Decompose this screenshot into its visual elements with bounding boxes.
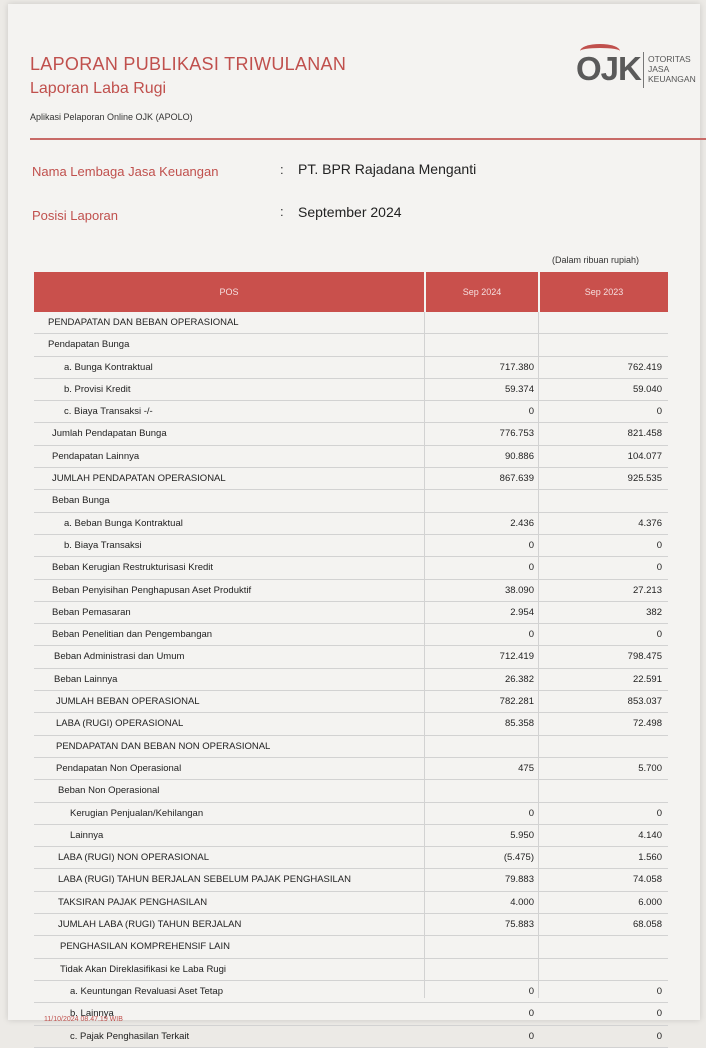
row-label: Beban Non Operasional: [58, 785, 160, 797]
table-row: [34, 914, 668, 936]
value-sep-2023: 5.700: [638, 762, 662, 774]
row-label: Beban Penelitian dan Pengembangan: [52, 629, 213, 641]
value-sep-2024: 0: [528, 562, 534, 574]
row-label: JUMLAH BEBAN OPERASIONAL: [56, 696, 200, 708]
table-row: [34, 691, 668, 713]
value-sep-2023: 0: [656, 562, 662, 574]
row-label: PENDAPATAN DAN BEBAN OPERASIONAL: [48, 317, 239, 328]
value-sep-2023: 68.058: [632, 919, 662, 931]
row-label: Tidak Akan Direklasifikasi ke Laba Rugi: [60, 963, 226, 975]
period-value: September 2024: [298, 204, 402, 220]
table-row: [34, 490, 668, 512]
table-row: [34, 602, 668, 624]
value-sep-2023: 798.475: [627, 651, 662, 663]
institution-colon: :: [280, 162, 284, 177]
value-sep-2024: 0: [528, 1008, 534, 1020]
value-sep-2023: 925.535: [627, 473, 662, 485]
row-label: TAKSIRAN PAJAK PENGHASILAN: [58, 896, 208, 908]
value-sep-2024: 5.950: [510, 829, 534, 841]
table-row: [34, 580, 668, 602]
table-row: [34, 557, 668, 579]
row-label: a. Beban Bunga Kontraktual: [64, 517, 183, 529]
value-sep-2024: (5.475): [503, 852, 534, 864]
table-row: [34, 825, 668, 847]
value-sep-2024: 0: [528, 539, 534, 551]
value-sep-2023: 0: [656, 1008, 662, 1020]
row-label: b. Provisi Kredit: [64, 383, 131, 395]
row-label: JUMLAH PENDAPATAN OPERASIONAL: [52, 473, 226, 485]
row-label: PENGHASILAN KOMPREHENSIF LAIN: [60, 941, 230, 953]
period-label: Posisi Laporan: [32, 208, 118, 223]
value-sep-2023: 0: [656, 629, 662, 641]
value-sep-2024: 38.090: [504, 584, 534, 596]
value-sep-2024: 85.358: [504, 718, 534, 730]
row-label: Beban Penyisihan Penghapusan Aset Produktif: [52, 584, 252, 596]
table-header: [34, 272, 668, 312]
row-label: a. Bunga Kontraktual: [64, 361, 153, 373]
table-row: [34, 936, 668, 958]
value-sep-2023: 0: [656, 985, 662, 997]
value-sep-2023: 4.140: [638, 829, 662, 841]
value-sep-2024: 2.954: [510, 606, 534, 618]
column-header-sep-2024: Sep 2024: [462, 287, 502, 297]
value-sep-2024: 0: [528, 807, 534, 819]
income-statement-table: [34, 312, 668, 1048]
row-label: a. Keuntungan Revaluasi Aset Tetap: [70, 985, 223, 997]
value-sep-2024: 0: [528, 1030, 534, 1042]
row-label: Pendapatan Bunga: [48, 339, 130, 351]
table-row: [34, 981, 668, 1003]
table-row: [34, 847, 668, 869]
report-subtitle: Laporan Laba Rugi: [30, 80, 167, 97]
value-sep-2023: 821.458: [627, 428, 662, 440]
row-label: PENDAPATAN DAN BEBAN NON OPERASIONAL: [56, 740, 271, 752]
row-label: JUMLAH LABA (RUGI) TAHUN BERJALAN: [58, 919, 242, 931]
value-sep-2023: 4.376: [638, 517, 662, 529]
ojk-logo: [574, 42, 706, 96]
table-row: [34, 959, 668, 981]
value-sep-2023: 104.077: [627, 450, 662, 462]
institution-value: PT. BPR Rajadana Menganti: [298, 161, 477, 177]
header-divider: [30, 138, 706, 140]
table-row: [34, 803, 668, 825]
logo-line-1: OTORITAS: [648, 54, 691, 64]
value-sep-2024: 26.382: [504, 673, 534, 685]
value-sep-2024: 712.419: [499, 651, 534, 663]
table-row: [34, 312, 668, 334]
report-page: [8, 4, 700, 1042]
value-sep-2024: 2.436: [510, 517, 534, 529]
value-sep-2023: 1.560: [638, 852, 662, 864]
table-row: [34, 357, 668, 379]
value-sep-2023: 72.498: [632, 718, 662, 730]
table-row: [34, 379, 668, 401]
period-colon: :: [280, 204, 284, 219]
table-row: [34, 334, 668, 356]
row-label: Pendapatan Lainnya: [52, 450, 140, 462]
value-sep-2024: 0: [528, 406, 534, 418]
value-sep-2024: 782.281: [499, 696, 534, 708]
table-row: [34, 423, 668, 445]
row-label: Beban Administrasi dan Umum: [54, 651, 185, 663]
table-row: [34, 535, 668, 557]
print-timestamp: 11/10/2024 08.47.19 WIB: [44, 1016, 123, 1023]
table-row: [34, 669, 668, 691]
value-sep-2023: 27.213: [632, 584, 662, 596]
value-sep-2023: 853.037: [627, 696, 662, 708]
value-sep-2024: 90.886: [504, 450, 534, 462]
value-sep-2023: 74.058: [632, 874, 662, 886]
table-row: [34, 624, 668, 646]
value-sep-2024: 475: [518, 762, 534, 774]
table-row: [34, 446, 668, 468]
row-label: Beban Lainnya: [54, 673, 118, 685]
table-row: [34, 1026, 668, 1048]
row-label: Beban Pemasaran: [52, 606, 131, 618]
table-row: [34, 401, 668, 423]
row-label: c. Biaya Transaksi -/-: [64, 406, 153, 418]
logo-divider: [643, 52, 644, 88]
logo-mark: OJK: [576, 50, 641, 87]
value-sep-2023: 0: [656, 807, 662, 819]
row-label: LABA (RUGI) TAHUN BERJALAN SEBELUM PAJAK PENGHASILAN: [58, 874, 351, 886]
value-sep-2024: 59.374: [504, 383, 534, 395]
row-label: Kerugian Penjualan/Kehilangan: [70, 807, 204, 819]
value-sep-2023: 59.040: [632, 383, 662, 395]
row-label: b. Biaya Transaksi: [64, 539, 142, 551]
institution-label: Nama Lembaga Jasa Keuangan: [32, 164, 219, 179]
table-row: [34, 869, 668, 891]
table-row: [34, 646, 668, 668]
table-row: [34, 780, 668, 802]
value-sep-2023: 6.000: [638, 896, 662, 908]
value-sep-2024: 4.000: [510, 896, 534, 908]
value-sep-2024: 867.639: [499, 473, 534, 485]
logo-line-3: KEUANGAN: [648, 74, 696, 84]
logo-line-2: JASA: [648, 64, 670, 74]
row-label: LABA (RUGI) NON OPERASIONAL: [58, 852, 209, 864]
row-label: b. Lainnya: [70, 1008, 114, 1020]
table-row: [34, 713, 668, 735]
row-label: c. Pajak Penghasilan Terkait: [70, 1030, 190, 1042]
unit-note: (Dalam ribuan rupiah): [552, 255, 640, 265]
value-sep-2023: 0: [656, 539, 662, 551]
table-row: [34, 758, 668, 780]
table-row: [34, 513, 668, 535]
row-label: LABA (RUGI) OPERASIONAL: [56, 718, 184, 730]
value-sep-2024: 776.753: [499, 428, 534, 440]
logo-words: [648, 54, 696, 84]
value-sep-2023: 22.591: [632, 673, 662, 685]
value-sep-2024: 75.883: [504, 919, 534, 931]
app-name: Aplikasi Pelaporan Online OJK (APOLO): [30, 112, 193, 122]
row-label: Jumlah Pendapatan Bunga: [52, 428, 167, 440]
table-row: [34, 736, 668, 758]
value-sep-2024: 79.883: [504, 874, 534, 886]
row-label: Beban Kerugian Restrukturisasi Kredit: [52, 562, 214, 574]
table-row: [34, 468, 668, 490]
column-header-pos: POS: [219, 287, 239, 297]
table-row: [34, 1003, 668, 1025]
column-header-sep-2023: Sep 2023: [584, 287, 624, 297]
value-sep-2024: 0: [528, 985, 534, 997]
value-sep-2023: 0: [656, 1030, 662, 1042]
value-sep-2023: 382: [646, 606, 662, 618]
row-label: Pendapatan Non Operasional: [56, 762, 182, 774]
row-label: Lainnya: [70, 829, 104, 841]
row-label: Beban Bunga: [52, 495, 110, 507]
value-sep-2023: 0: [656, 406, 662, 418]
value-sep-2024: 717.380: [499, 361, 534, 373]
value-sep-2024: 0: [528, 629, 534, 641]
value-sep-2023: 762.419: [627, 361, 662, 373]
report-title: LAPORAN PUBLIKASI TRIWULANAN: [30, 54, 347, 74]
table-row: [34, 892, 668, 914]
